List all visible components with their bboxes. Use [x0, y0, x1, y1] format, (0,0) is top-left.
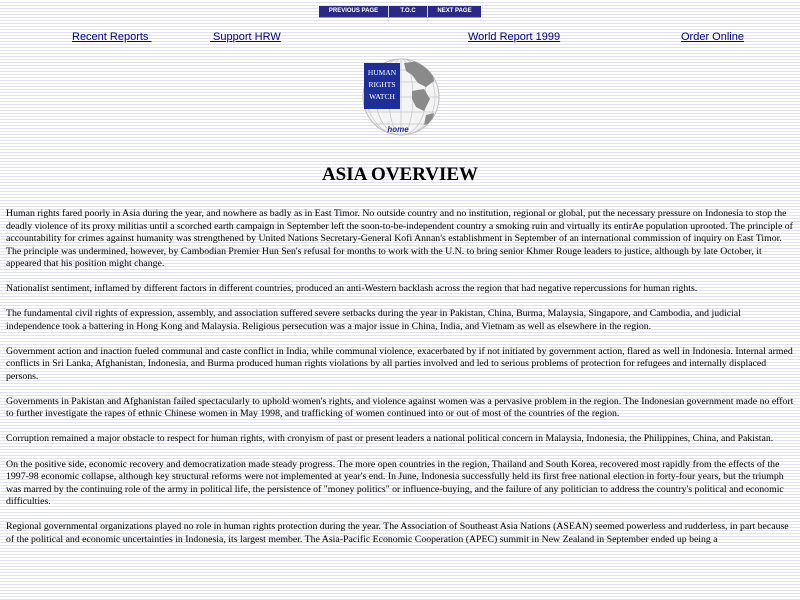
logo-home-label: home [387, 125, 409, 134]
paragraph: Governments in Pakistan and Afghanistan failed spectacularly to uphold women's rights, and violence against women was a pervasive problem in the region. The Indonesian government made no effort to further investigate the rapes of ethnic Chinese women in May 1998, and trafficking of women continued into or out of most of the countries of the region. [6, 395, 794, 420]
order-online-link[interactable]: Order Online [681, 31, 744, 43]
paragraph: Corruption remained a major obstacle to respect for human rights, with cronyism of past or present leaders a national political concern in Malaysia, Indonesia, the Philippines, China, and Pakistan. [6, 433, 774, 445]
paragraph: Human rights fared poorly in Asia during the year, and nowhere as badly as in East Timor. No outside country and no institution, regional or global, put the necessary pressure on Indonesia to stop the deadly violence of its proxy militias until a scorched earth campaign in September left the soon-to-be-independent country a smoking ruin and virtually its entirAe population uprooted. The principle of accountability for crimes against humanity was strengthened by United Nations Secretary-General Kofi Annan's establishment in September of an international commission of inquiry on East Timor. The principle was undermined, however, by Cambodian Premier Hun Sen's refusal for months to work with the U.N. to bring senior Khmer Rouge leaders to justice, although by late October, it appeared that his position might change. [6, 208, 793, 269]
paragraph: Nationalist sentiment, inflamed by different factors in different countries, produced an anti-Western backlash across the region that had negative repercussions for human rights. [6, 283, 698, 295]
page-title: ASIA OVERVIEW [321, 164, 479, 185]
logo-text-watch: WATCH [369, 92, 395, 101]
paragraph: Regional governmental organizations played no role in human rights protection during the year. The Association of Southeast Asia Nations (ASEAN) seemed powerless and rudderless, in part because of the political and economic uncertainties in Indonesia, its largest member. The Asia-Pacific Economic Cooperation (APEC) summit in New Zealand in September ended up being a [6, 521, 789, 545]
paragraph: Government action and inaction fueled communal and caste conflict in India, while communal violence, exacerbated by if not initiated by government action, flared as well in Indonesia. Internal armed conflicts in Sri Lanka, Afghanistan, Indonesia, and Burma produced human rights violations by all parties involved and led to serious problems of protection for refugees and internally displaced persons. [6, 345, 793, 382]
hrw-home-logo[interactable] [360, 57, 442, 137]
page-navigation-bar [319, 6, 481, 18]
next-page-button[interactable]: NEXT PAGE [437, 8, 472, 14]
logo-text-rights: RIGHTS [368, 80, 396, 89]
previous-page-button[interactable]: PREVIOUS PAGE [328, 8, 379, 14]
logo-text-human: HUMAN [367, 68, 397, 77]
toc-button[interactable]: T.O.C [388, 6, 428, 17]
paragraph: The fundamental civil rights of expression, assembly, and association suffered severe setbacks during the year in Pakistan, China, Burma, Malaysia, Singapore, and Cambodia, and judicial independence took a battering in Hong Kong and Malaysia. Religious persecution was a major issue in China, India, and Vietnam as well as elsewhere in the region. [6, 308, 741, 332]
globe-icon [360, 57, 442, 137]
recent-reports-link[interactable]: Recent Reports [72, 31, 152, 43]
world-report-1999-link[interactable]: World Report 1999 [468, 31, 561, 43]
article-body [6, 208, 794, 559]
support-hrw-link[interactable]: Support HRW [210, 31, 281, 43]
paragraph: On the positive side, economic recovery and democratization made steady progress. The more open countries in the region, Thailand and South Korea, recovered most rapidly from the effects of the 1997-98 economic collapse, although key structural reforms were not implemented at year's end. In June, Indonesia successfully held its first free national election in forty-four years, but the triumph was marred by the continuing role of the army in political life, the persistence of "money politics" or influence-buying, and the failure of any politician to address the country's political and economic difficulties. [6, 458, 784, 508]
